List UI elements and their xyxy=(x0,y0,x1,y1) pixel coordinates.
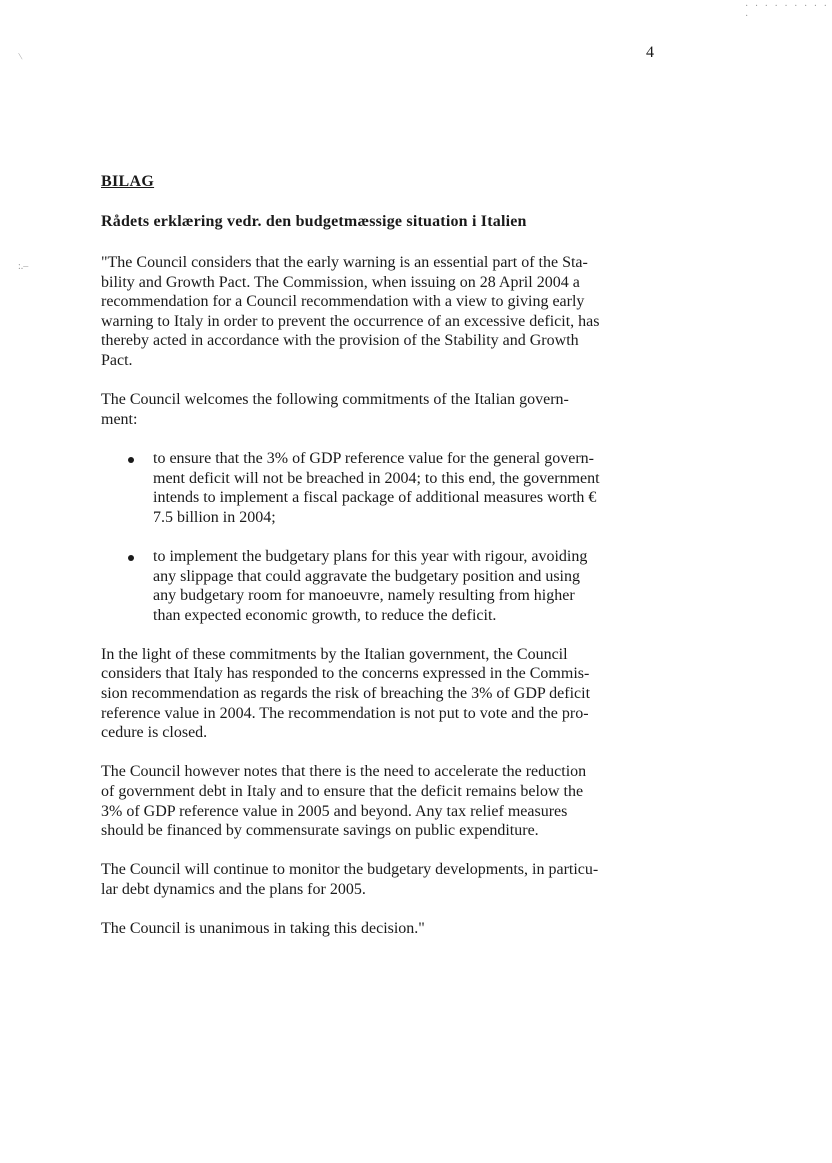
text-line: considers that Italy has responded to the concerns expressed in the Commis- xyxy=(101,665,590,683)
text-line: 3% of GDP reference value in 2005 and beyond. Any tax relief measures xyxy=(101,802,568,820)
paragraph-early-warning xyxy=(101,253,631,371)
text-line: any budgetary room for manoeuvre, namely resulting from higher xyxy=(153,587,575,605)
text-line: to implement the budgetary plans for this year with rigour, avoiding xyxy=(153,547,588,565)
text-line: Pact. xyxy=(101,351,133,369)
text-line: thereby acted in accordance with the provision of the Stability and Growth xyxy=(101,332,579,350)
annex-heading: BILAG xyxy=(101,173,155,190)
paragraph-unanimous xyxy=(101,919,631,939)
text-line: any slippage that could aggravate the budgetary position and using xyxy=(153,567,580,585)
bullet-icon xyxy=(128,457,134,463)
text-line: intends to implement a fiscal package of additional measures worth € xyxy=(153,489,597,507)
text-line: recommendation for a Council recommendation with a view to giving early xyxy=(101,293,585,311)
text-line: bility and Growth Pact. The Commission, when issuing on 28 April 2004 a xyxy=(101,273,580,291)
text-line: The Council however notes that there is the need to accelerate the reduction xyxy=(101,763,587,781)
text-line: "The Council considers that the early warning is an essential part of the Sta- xyxy=(101,254,588,271)
scan-artifact-left-top: / xyxy=(15,52,27,62)
text-line: The Council is unanimous in taking this decision." xyxy=(101,920,425,938)
text-line: ment: xyxy=(101,410,138,428)
bullet-icon xyxy=(128,555,134,561)
text-line: warning to Italy in order to prevent the occurrence of an excessive deficit, has xyxy=(101,312,600,330)
text-line: should be financed by commensurate savings on public expenditure. xyxy=(101,822,539,840)
commitment-item-budget-plans xyxy=(101,547,631,625)
scan-artifact-left-margin: :.– xyxy=(18,261,29,272)
text-line: lar debt dynamics and the plans for 2005. xyxy=(101,881,366,898)
text-line: In the light of these commitments by the Italian government, the Council xyxy=(101,645,568,663)
text-line: sion recommendation as regards the risk of breaching the 3% of GDP deficit xyxy=(101,685,591,703)
paragraph-debt-reduction xyxy=(101,762,631,840)
scan-artifact-top-right: · · · · · · · · · · xyxy=(745,1,829,22)
text-line: of government debt in Italy and to ensure that the deficit remains below the xyxy=(101,783,584,801)
text-line: reference value in 2004. The recommendation is not put to vote and the pro- xyxy=(101,704,589,722)
text-line: 7.5 billion in 2004; xyxy=(153,508,276,526)
paragraph-commitments-intro xyxy=(101,390,631,429)
commitment-item-deficit xyxy=(101,449,631,527)
text-line: than expected economic growth, to reduce the deficit. xyxy=(153,606,497,624)
text-line: The Council will continue to monitor the budgetary developments, in particu- xyxy=(101,861,599,879)
commitments-list xyxy=(101,449,631,625)
document-subheading: Rådets erklæring vedr. den budgetmæssige situation i Italien xyxy=(101,213,527,230)
text-line: The Council welcomes the following commitments of the Italian govern- xyxy=(101,391,569,409)
page-number: 4 xyxy=(646,44,654,61)
paragraph-monitoring xyxy=(101,860,631,899)
document-body xyxy=(101,253,631,958)
text-line: ment deficit will not be breached in 2004; to this end, the government xyxy=(153,469,600,487)
text-line: cedure is closed. xyxy=(101,724,208,742)
text-line: to ensure that the 3% of GDP reference value for the general govern- xyxy=(153,449,594,467)
paragraph-council-considers xyxy=(101,645,631,743)
